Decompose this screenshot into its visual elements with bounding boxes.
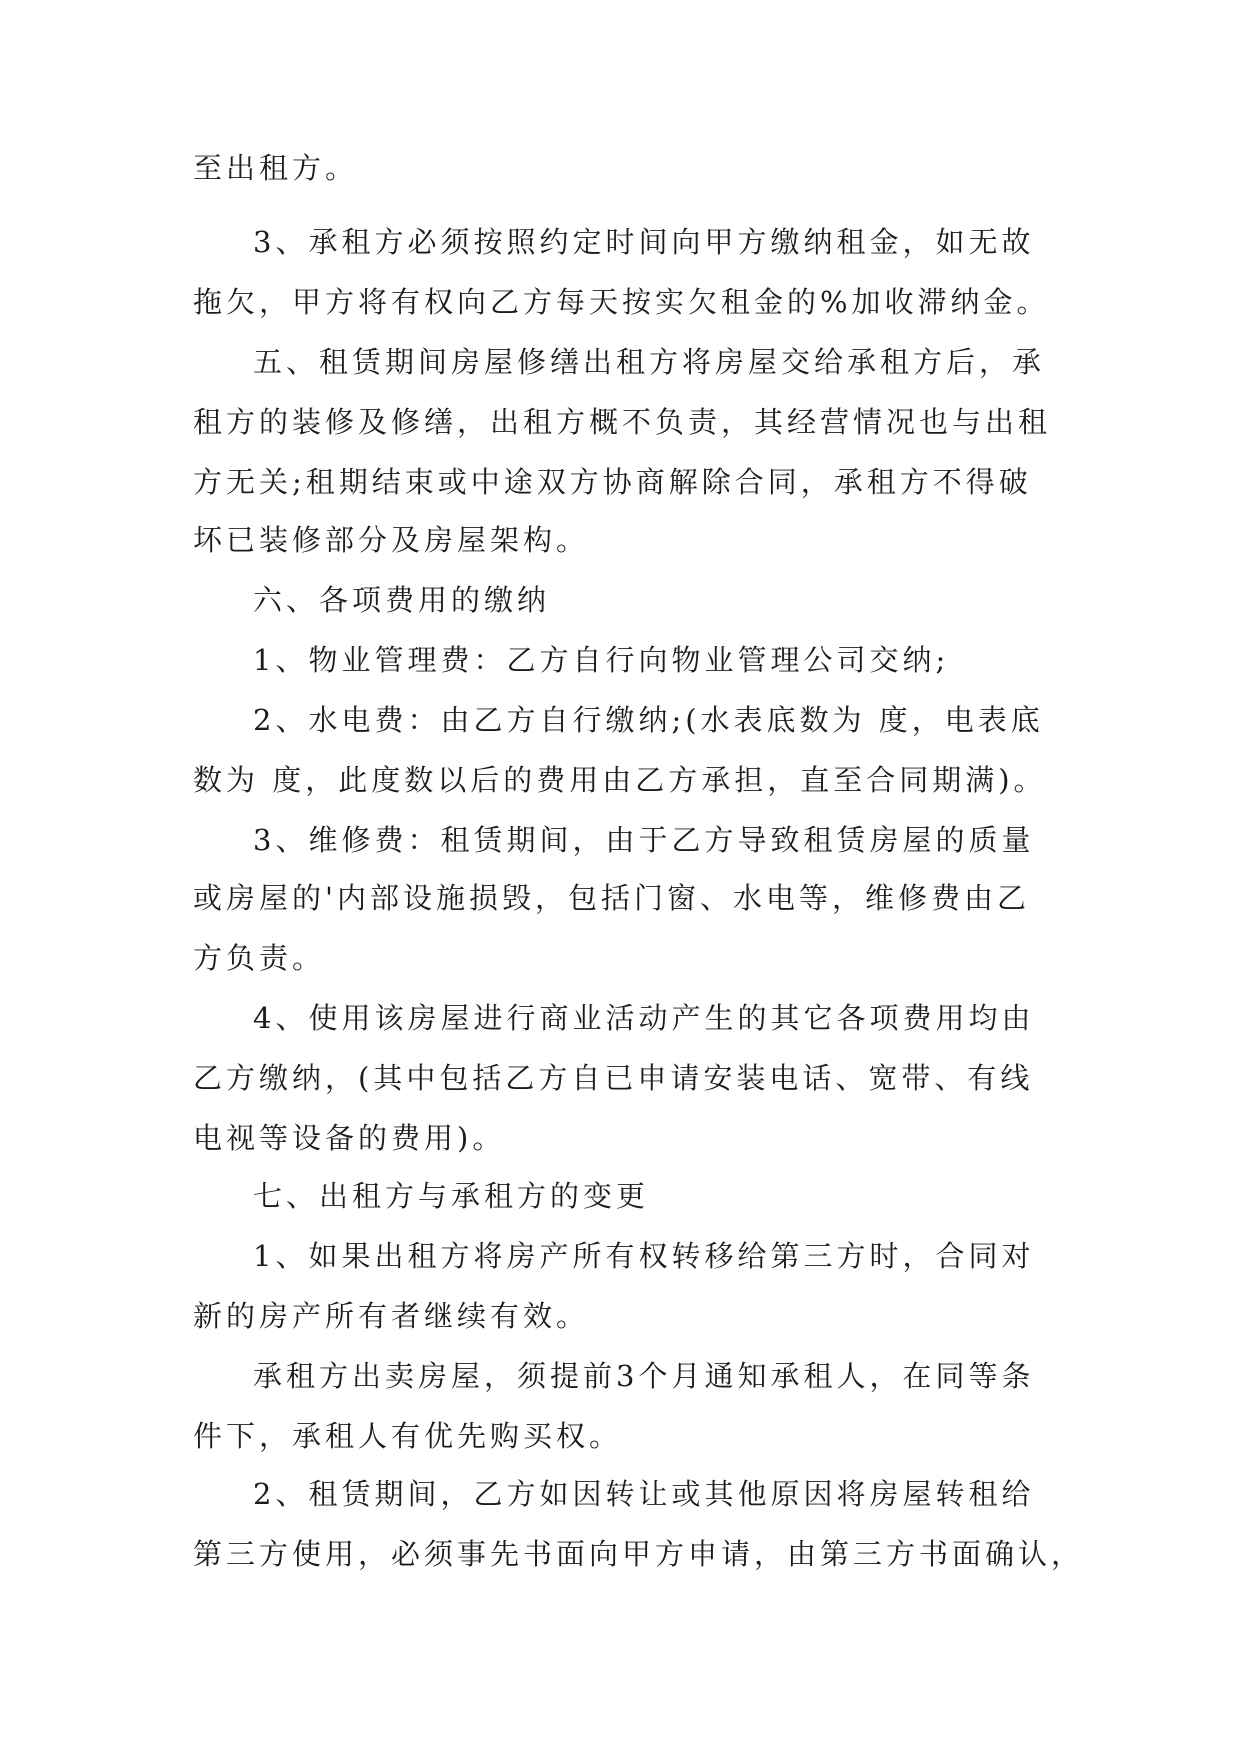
text-line: 第三方使用，必须事先书面向甲方申请，由第三方书面确认， (193, 1537, 1085, 1571)
text-line: 2、租赁期间，乙方如因转让或其他原因将房屋转租给 (253, 1477, 1035, 1511)
text-line: 方负责。 (193, 941, 326, 975)
text-line: 1、物业管理费：乙方自行向物业管理公司交纳; (253, 643, 950, 677)
text-line: 新的房产所有者继续有效。 (193, 1299, 590, 1333)
text-line: 3、承租方必须按照约定时间向甲方缴纳租金，如无故 (253, 225, 1035, 259)
text-line: 坏已装修部分及房屋架构。 (193, 523, 590, 557)
text-line: 六、各项费用的缴纳 (253, 583, 551, 617)
text-line: 至出租方。 (193, 151, 359, 185)
text-line: 1、如果出租方将房产所有权转移给第三方时，合同对 (253, 1239, 1035, 1273)
text-line: 件下，承租人有优先购买权。 (193, 1419, 623, 1453)
text-line: 2、水电费：由乙方自行缴纳;(水表底数为 度，电表底 (253, 703, 1044, 737)
text-line: 3、维修费：租赁期间，由于乙方导致租赁房屋的质量 (253, 823, 1035, 857)
text-line: 租方的装修及修缮，出租方概不负责，其经营情况也与出租 (193, 405, 1052, 439)
text-line: 乙方缴纳，(其中包括乙方自已申请安装电话、宽带、有线 (193, 1061, 1034, 1095)
text-line: 电视等设备的费用)。 (193, 1121, 506, 1155)
text-line: 或房屋的'内部设施损毁，包括门窗、水电等，维修费由乙 (193, 881, 1030, 915)
text-line: 五、租赁期间房屋修缮出租方将房屋交给承租方后，承 (253, 345, 1046, 379)
text-line: 承租方出卖房屋，须提前3个月通知承租人，在同等条 (253, 1359, 1035, 1393)
text-line: 方无关;租期结束或中途双方协商解除合同，承租方不得破 (193, 465, 1032, 499)
text-line: 数为 度，此度数以后的费用由乙方承担，直至合同期满)。 (193, 763, 1047, 797)
text-line: 4、使用该房屋进行商业活动产生的其它各项费用均由 (253, 1001, 1035, 1035)
text-line: 拖欠，甲方将有权向乙方每天按实欠租金的%加收滞纳金。 (193, 285, 1050, 319)
text-line: 七、出租方与承租方的变更 (253, 1179, 650, 1213)
